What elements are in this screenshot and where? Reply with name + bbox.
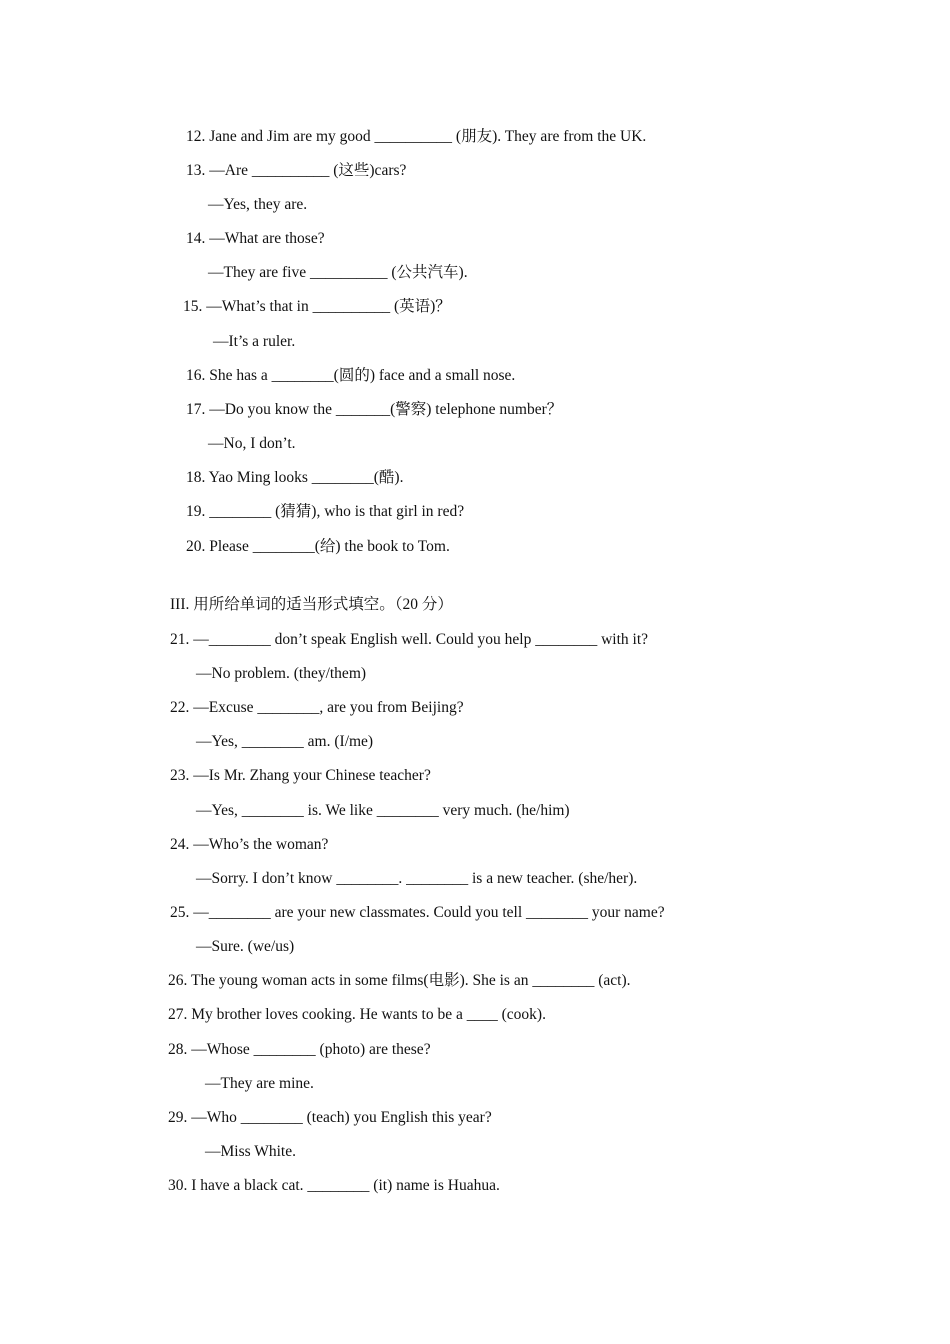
question-20: 20. Please ________(给) the book to Tom.	[186, 538, 450, 555]
answer-17: —No, I don’t.	[208, 435, 296, 452]
answer-25: —Sure. (we/us)	[196, 938, 295, 955]
question-16: 16. She has a ________(圆的) face and a small nose.	[186, 367, 516, 384]
question-12: 12. Jane and Jim are my good __________ (朋友). They are from the UK.	[186, 128, 647, 145]
answer-21: —No problem. (they/them)	[196, 665, 367, 682]
answer-13: —Yes, they are.	[208, 196, 308, 213]
question-13: 13. —Are __________ (这些)cars?	[186, 162, 407, 179]
question-28: 28. —Whose ________ (photo) are these?	[168, 1041, 431, 1058]
question-24: 24. —Who’s the woman?	[170, 836, 329, 853]
question-26: 26. The young woman acts in some films(电影). She is an ________ (act).	[168, 972, 631, 989]
question-15: 15. —What’s that in __________ (英语)？	[183, 298, 451, 315]
question-19: 19. ________ (猜猜), who is that girl in red?	[186, 503, 465, 520]
question-22: 22. —Excuse ________, are you from Beijing?	[170, 699, 464, 716]
answer-14: —They are five __________ (公共汽车).	[208, 264, 468, 281]
question-21: 21. —________ don’t speak English well. Could you help ________ with it?	[170, 631, 649, 648]
answer-23: —Yes, ________ is. We like ________ very much. (he/him)	[196, 802, 570, 819]
answer-29: —Miss White.	[205, 1143, 296, 1160]
question-27: 27. My brother loves cooking. He wants to be a ____ (cook).	[168, 1006, 546, 1023]
question-29: 29. —Who ________ (teach) you English this year?	[168, 1109, 492, 1126]
answer-24: —Sorry. I don’t know ________. ________ is a new teacher. (she/her).	[196, 870, 638, 887]
question-30: 30. I have a black cat. ________ (it) name is Huahua.	[168, 1177, 500, 1194]
question-25: 25. —________ are your new classmates. Could you tell ________ your name?	[170, 904, 665, 921]
section-3-heading: III. 用所给单词的适当形式填空。（20 分）	[170, 596, 453, 613]
answer-15: —It’s a ruler.	[213, 333, 296, 350]
question-14: 14. —What are those?	[186, 230, 325, 247]
answer-22: —Yes, ________ am. (I/me)	[196, 733, 374, 750]
question-17: 17. —Do you know the _______(警察) telephone number？	[186, 401, 563, 418]
question-18: 18. Yao Ming looks ________(酷).	[186, 469, 404, 486]
answer-28: —They are mine.	[205, 1075, 314, 1092]
question-23: 23. —Is Mr. Zhang your Chinese teacher?	[170, 767, 431, 784]
